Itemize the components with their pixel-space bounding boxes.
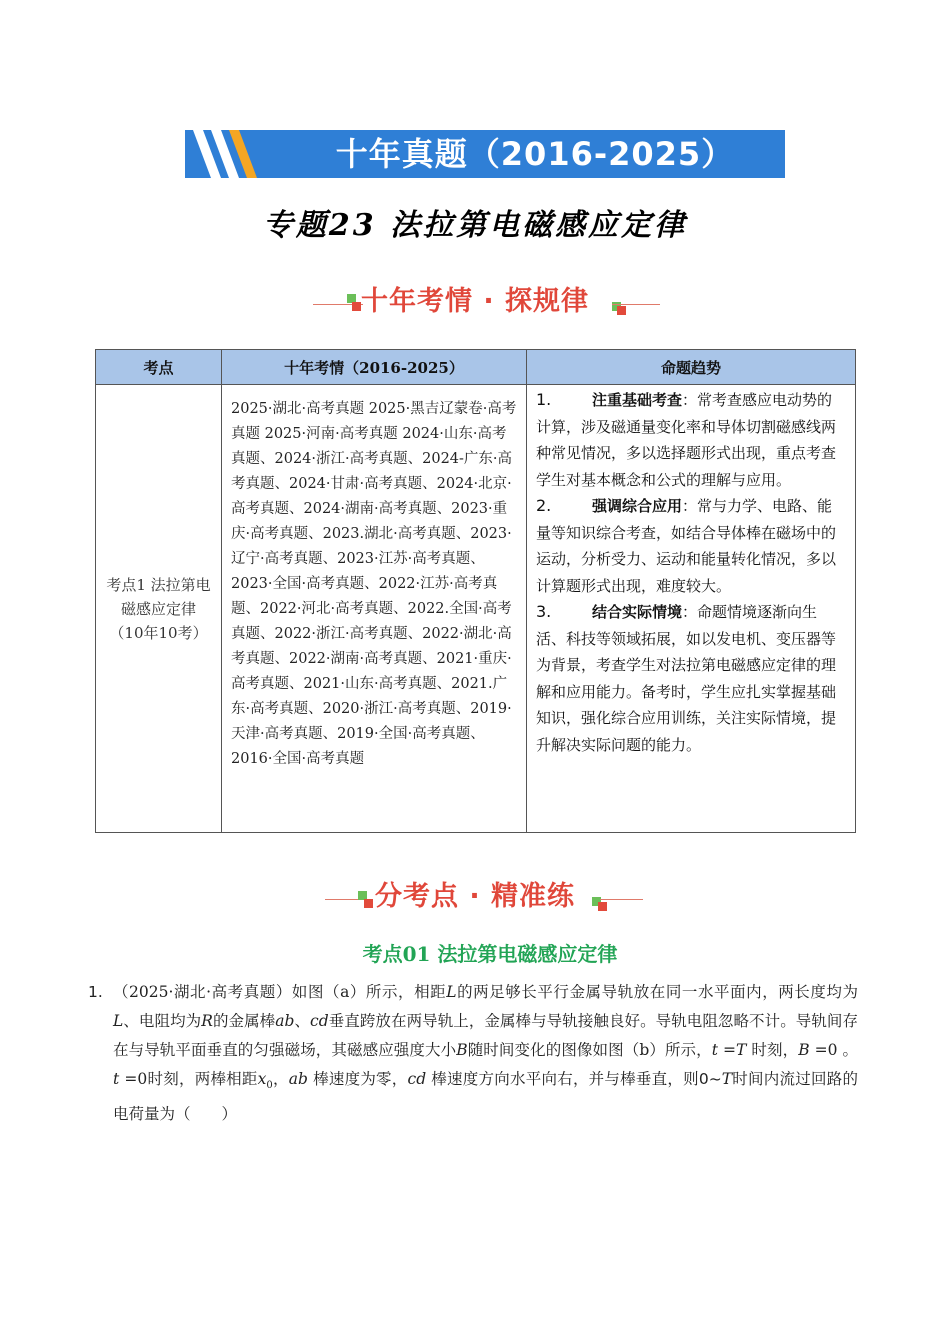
cell-history: 2025·湖北·高考真题 2025·黑吉辽蒙卷·高考真题 2025·河南·高考真题 2024·山东·高考真题、2024·浙江·高考真题、2024-广东·高考真题、2024·甘肃·高考真题、2024·北京·高考真题、2024·湖南·高考真题、2023·重庆·高考真题、2023.湖北·高考真题、2023·辽宁·高考真题、2023·江苏·高考真题、2023·全国·高考真题、2022·江苏·高考真题、2022·河北·高考真题、2022.全国·高考真题、2022·浙江·高考真题、2022·湖北·高考真题、2022·湖南·高考真题、2021·重庆·高考真题、2021·山东·高考真题、2021.广东·高考真题、2020·浙江·高考真题、2019·天津·高考真题、2019·全国·高考真题、2016·全国·高考真题 (222, 385, 527, 833)
cell-trends (527, 385, 856, 833)
section-header-practice: 分考点 · 精准练 (0, 877, 950, 917)
header-point: 考点 (96, 350, 222, 385)
document-title: 专题23 法拉第电磁感应定律 (262, 208, 688, 243)
cell-point: 考点1 法拉第电磁感应定律（10年10考） (96, 385, 222, 833)
section-header-trends: 十年考情 · 探规律 (0, 282, 950, 322)
trend-item: 1. 注重基础考查：常考查感应电动势的计算，涉及磁通量变化率和导体切割磁感线两种常见情况，多以选择题形式出现，重点考查学生对基本概念和公式的理解与应用。 (536, 390, 837, 489)
exam-history-table (95, 349, 856, 833)
knowledge-point-title: 考点01 法拉第电磁感应定律 (362, 942, 618, 966)
header-trend: 命题趋势 (527, 350, 856, 385)
stripes-decoration (185, 130, 275, 178)
title-banner (185, 130, 785, 178)
question-text: （2025·湖北·高考真题）如图（a）所示，相距L的两足够长平行金属导轨放在同一水平面内，两长度均为L、电阻均为R的金属棒ab、cd垂直跨放在两导轨上，金属棒与导轨接触良好。导轨电阻忽略不计。导轨间存在与导轨平面垂直的匀强磁场，其磁感应强度大小B随时间变化的图像如图（b）所示，t =T 时刻，B =0 。t =0时刻，两棒相距$x_0$，ab 棒速度为零，cd 棒速度方向水平向右，并与棒垂直，则0~T时间内流过回路的电荷量为（ ） (113, 983, 858, 1124)
header-history: 十年考情（2016-2025） (222, 350, 527, 385)
banner-text: 十年真题（2016-2025） (335, 135, 735, 173)
trend-item: 2. 强调综合应用：常与力学、电路、能量等知识综合考查，如结合导体棒在磁场中的运动，分析受力、运动和能量转化情况，多以计算题形式出现，难度较大。 (536, 496, 837, 595)
question-1 (88, 978, 858, 1129)
question-number: 1. (88, 983, 103, 1001)
trend-item: 3. 结合实际情境：命题情境逐渐向生活、科技等领域拓展，如以发电机、变压器等为背景，考查学生对法拉第电磁感应定律的理解和应用能力。备考时，学生应扎实掌握基础知识，强化综合应用训练，关注实际情境，提升解决实际问题的能力。 (536, 602, 837, 754)
